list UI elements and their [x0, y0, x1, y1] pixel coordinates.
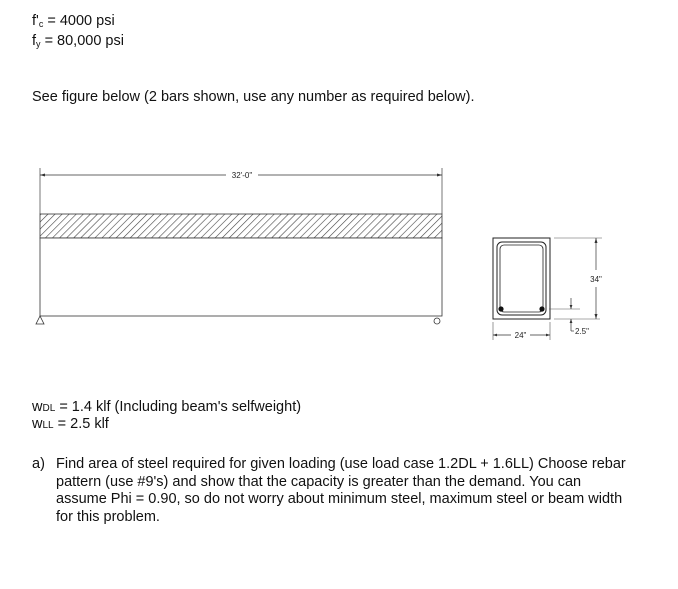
- rebar-right: [539, 306, 544, 311]
- live-load-symbol: w: [32, 416, 43, 432]
- cover-label: 2.5": [575, 327, 589, 336]
- beam-elevation: [36, 214, 442, 324]
- fy-symbol: f: [32, 33, 37, 49]
- width-label: 24": [514, 331, 527, 340]
- fc-value: = 4000 psi: [47, 13, 115, 29]
- beam-body: [40, 238, 442, 316]
- fy-value: = 80,000 psi: [44, 33, 124, 49]
- dead-load-value: = 1.4 klf (Including beam's selfweight): [59, 399, 302, 415]
- question-text: Find area of steel required for given loading (use load case 1.2DL + 1.6LL) Choose rebar pattern (use #9's) and show that the capacity is greater than the demand. You can assume Phi = 0.90, so do not worry about minimum steel, maximum steel or beam width for this problem.: [56, 456, 626, 525]
- rebar-left: [498, 306, 503, 311]
- beam-hatched-load: [40, 214, 442, 238]
- pin-support-icon: [36, 316, 44, 324]
- figure-note: See figure below (2 bars shown, use any number as required below).: [32, 89, 475, 105]
- live-load-subscript: LL: [42, 420, 54, 431]
- live-load-line: [32, 416, 109, 434]
- dead-load-subscript: DL: [42, 403, 56, 414]
- dead-load-symbol: w: [32, 399, 43, 415]
- roller-support-icon: [434, 318, 440, 324]
- fc-symbol: f: [32, 13, 37, 29]
- dead-load-line: [32, 399, 301, 417]
- beam-cross-section: [493, 238, 602, 340]
- fc-prime: ': [36, 13, 39, 29]
- fc-subscript: c: [38, 19, 44, 29]
- height-label: 34": [590, 275, 602, 284]
- span-dimension: [40, 168, 442, 214]
- question-marker: a): [32, 456, 45, 472]
- live-load-value: = 2.5 klf: [57, 416, 109, 432]
- fy-subscript: y: [36, 39, 41, 49]
- span-label: 32'-0": [231, 171, 253, 180]
- question-a: [32, 456, 632, 526]
